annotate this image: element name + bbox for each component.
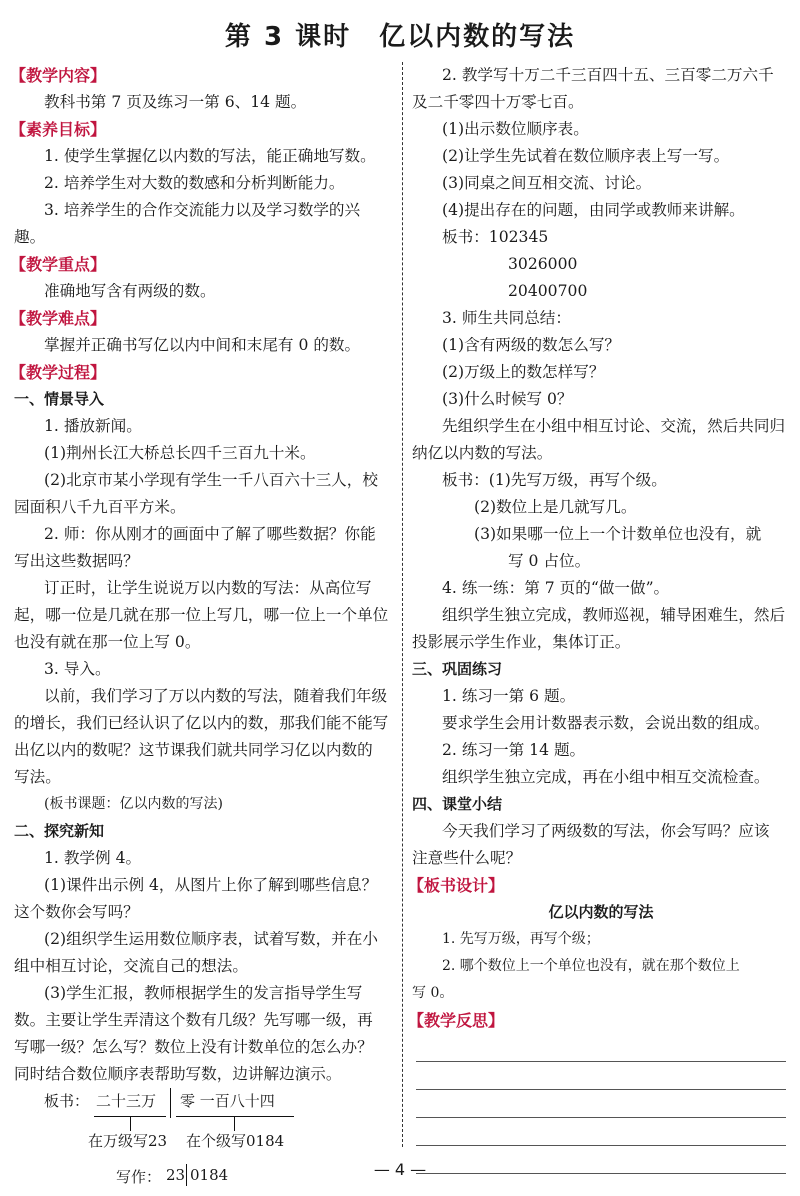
board-result-right: 0184: [190, 1166, 229, 1184]
board-rule: (2)数位上是几就写几。: [474, 498, 637, 516]
step: 2. 师：你从刚才的画面中了解了哪些数据？你能: [44, 525, 376, 543]
goal-item: 3. 培养学生的合作交流能力以及学习数学的兴: [44, 201, 361, 219]
paragraph-cont: 组中相互讨论，交流自己的想法。: [14, 957, 248, 975]
board-wan-note: 在万级写23: [88, 1132, 168, 1150]
paragraph: 组织学生独立完成，教师巡视，辅导困难生，然后: [442, 606, 786, 624]
question: (1)含有两级的数怎么写？: [442, 336, 621, 354]
paragraph: (4)提出存在的问题，由同学或教师来讲解。: [442, 201, 745, 219]
step: 4. 练一练：第 7 页的“做一做”。: [442, 579, 670, 597]
paragraph-cont: 同时结合数位顺序表帮助写数，边讲解边演示。: [14, 1065, 342, 1083]
board-design-item-cont: 写 0。: [412, 985, 454, 1001]
step: 2. 教学写十万二千三百四十五、三百零二万六千: [442, 66, 774, 84]
board-diagram: [14, 1088, 394, 1196]
paragraph: 订正时，让学生说说万以内数的写法：从高位写: [44, 579, 372, 597]
board-rule-cont: 写 0 占位。: [508, 552, 591, 570]
paragraph: (3)同桌之间互相交流、讨论。: [442, 174, 652, 192]
reflection-line[interactable]: [416, 1062, 786, 1090]
step: 1. 教学例 4。: [44, 849, 142, 867]
board-rule: 板书：(1)先写万级，再写个级。: [442, 471, 667, 489]
paragraph-cont: 写哪一级？怎么写？数位上没有计数单位的怎么办？: [14, 1038, 373, 1056]
board-connector-wan: [130, 1117, 131, 1131]
paragraph-cont: 园面积八千九百平方米。: [14, 498, 186, 516]
paragraph: (2)北京市某小学现有学生一千八百六十三人，校: [44, 471, 378, 489]
board-rule: (3)如果哪一位上一个计数单位也没有，就: [474, 525, 762, 543]
question: (3)什么时候写 0？: [442, 390, 573, 408]
paragraph-cont: 及二千零四十万零七百。: [412, 93, 584, 111]
page-title: 第 3 课时 亿以内数的写法: [224, 22, 576, 52]
step: 2. 练习一第 14 题。: [442, 741, 586, 759]
paragraph: 组织学生独立完成，再在小组中相互交流检查。: [442, 768, 770, 786]
goal-item: 2. 培养学生对大数的数感和分析判断能力。: [44, 174, 345, 192]
goal-item-cont: 趣。: [14, 228, 46, 246]
paragraph-cont: 写出这些数据吗？: [14, 552, 139, 570]
subheading: 三、巩固练习: [412, 660, 503, 678]
goal-item: 1. 使学生掌握亿以内数的写法，能正确地写数。: [44, 147, 376, 165]
board-result-label: 写作：: [116, 1168, 162, 1186]
board-separator: [170, 1088, 171, 1118]
paragraph: 准确地写含有两级的数。: [44, 282, 216, 300]
board-result-left: 23: [166, 1166, 186, 1184]
subheading: 一、情景导入: [14, 390, 105, 408]
step: 1. 练习一第 6 题。: [442, 687, 576, 705]
right-column: [408, 62, 790, 1174]
paragraph-cont: 这个数你会写吗？: [14, 903, 139, 921]
board-note: (板书课题：亿以内数的写法): [44, 796, 223, 812]
page-number: — 4 —: [373, 1160, 427, 1179]
reflection-line[interactable]: [416, 1118, 786, 1146]
section-board-design: 【板书设计】: [408, 876, 505, 895]
paragraph: (2)让学生先试着在数位顺序表上写一写。: [442, 147, 730, 165]
paragraph: (1)课件出示例 4，从图片上你了解到哪些信息？: [44, 876, 378, 894]
paragraph: 教科书第 7 页及练习一第 6、14 题。: [44, 93, 307, 111]
board-number: 3026000: [508, 255, 578, 273]
board-wan-words: 二十三万: [96, 1092, 157, 1110]
board-ge-words: 零 一百八十四: [180, 1092, 275, 1110]
paragraph-cont: 也没有就在那一位上写 0。: [14, 633, 201, 651]
paragraph: 先组织学生在小组中相互讨论、交流，然后共同归: [442, 417, 786, 435]
paragraph: 以前，我们学习了万以内数的写法，随着我们年级: [44, 687, 388, 705]
paragraph: (3)学生汇报，教师根据学生的发言指导学生写: [44, 984, 363, 1002]
left-column: [10, 62, 394, 1196]
section-goals: 【素养目标】: [10, 120, 107, 139]
paragraph: 要求学生会用计数器表示数，会说出数的组成。: [442, 714, 770, 732]
section-key-point: 【教学重点】: [10, 255, 107, 274]
step: 1. 播放新闻。: [44, 417, 142, 435]
board-number: 板书：102345: [442, 228, 549, 246]
paragraph: (1)出示数位顺序表。: [442, 120, 589, 138]
paragraph-cont: 的增长，我们已经认识了亿以内的数，那我们能不能写: [14, 714, 389, 732]
paragraph-cont: 投影展示学生作业，集体订正。: [412, 633, 631, 651]
board-connector-ge: [234, 1117, 235, 1131]
paragraph-cont: 写法。: [14, 768, 61, 786]
step: 3. 导入。: [44, 660, 111, 678]
step: 3. 师生共同总结：: [442, 309, 571, 327]
paragraph-cont: 出亿以内的数呢？这节课我们就共同学习亿以内数的: [14, 741, 373, 759]
reflection-line[interactable]: [416, 1034, 786, 1062]
paragraph-cont: 注意些什么呢？: [412, 849, 522, 867]
paragraph-cont: 纳亿以内数的写法。: [412, 444, 553, 462]
paragraph: (2)组织学生运用数位顺序表，试着写数，并在小: [44, 930, 378, 948]
section-teaching-content: 【教学内容】: [10, 66, 107, 85]
reflection-line[interactable]: [416, 1090, 786, 1118]
question: (2)万级上的数怎样写？: [442, 363, 605, 381]
board-underline-ge: [176, 1116, 294, 1117]
subheading: 二、探究新知: [14, 822, 105, 840]
board-design-title: 亿以内数的写法: [548, 903, 654, 921]
board-label: 板书：: [44, 1092, 90, 1110]
paragraph: 掌握并正确书写亿以内中间和末尾有 0 的数。: [44, 336, 361, 354]
paragraph: (1)荆州长江大桥总长四千三百九十米。: [44, 444, 316, 462]
paragraph: 今天我们学习了两级数的写法，你会写吗？应该: [442, 822, 770, 840]
section-process: 【教学过程】: [10, 363, 107, 382]
board-ge-note: 在个级写0184: [186, 1132, 285, 1150]
paragraph-cont: 数。主要让学生弄清这个数有几级？先写哪一级，再: [14, 1011, 373, 1029]
subheading: 四、课堂小结: [412, 795, 503, 813]
board-design-item: 2. 哪个数位上一个单位也没有，就在那个数位上: [442, 958, 740, 974]
board-number: 20400700: [508, 282, 588, 300]
board-design-item: 1. 先写万级，再写个级；: [442, 931, 600, 947]
section-reflection: 【教学反思】: [408, 1011, 505, 1030]
paragraph-cont: 起，哪一位是几就在那一位上写几，哪一位上一个单位: [14, 606, 389, 624]
section-difficulty: 【教学难点】: [10, 309, 107, 328]
column-divider: [402, 62, 403, 1147]
